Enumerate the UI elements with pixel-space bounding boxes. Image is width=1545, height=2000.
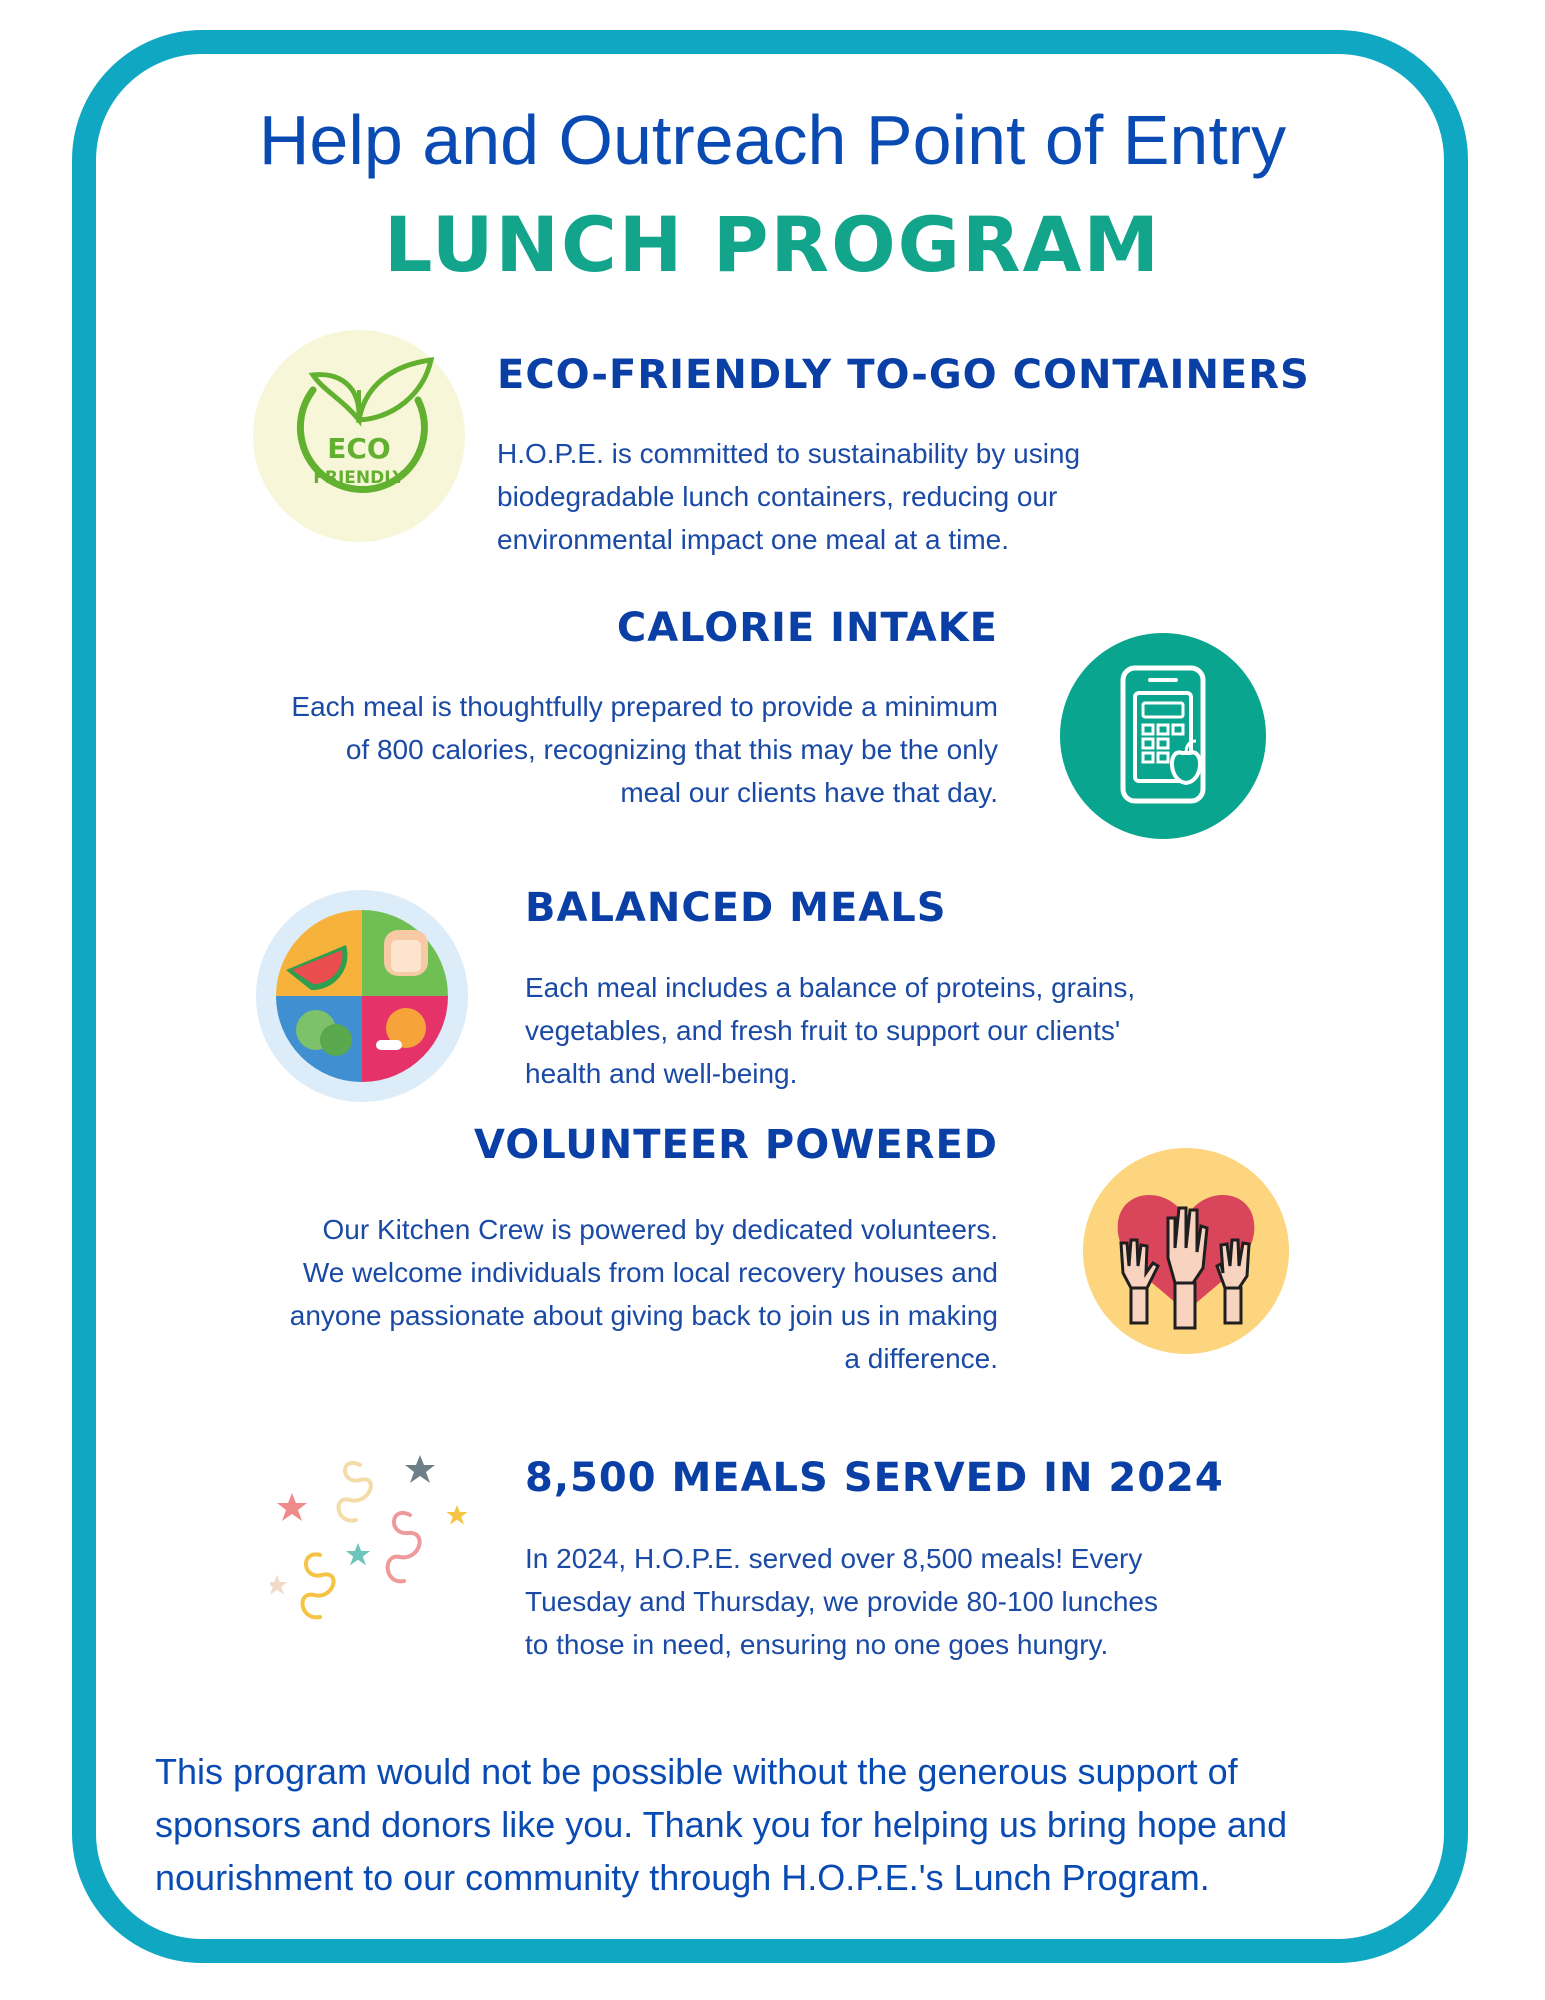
eco-line: biodegradable lunch containers, reducing our [497, 481, 1058, 512]
eco-icon-text-top: ECO [327, 432, 391, 465]
section-body-calorie [138, 685, 998, 814]
meals-served-line: to those in need, ensuring no one goes hungry. [525, 1629, 1109, 1660]
section-heading-calorie: CALORIE INTAKE [616, 605, 998, 651]
section-heading-volunteer: VOLUNTEER POWERED [473, 1122, 998, 1168]
eco-icon-text-bottom: FRIENDLY [313, 468, 405, 488]
volunteer-hands-heart-icon [1083, 1148, 1289, 1354]
section-body-eco [497, 432, 1217, 561]
eco-line: H.O.P.E. is committed to sustainability by using [497, 438, 1081, 469]
balanced-plate-icon [256, 890, 468, 1102]
closing-line: nourishment to our community through H.O.P.E.'s Lunch Program. [155, 1857, 1210, 1898]
closing-line: sponsors and donors like you. Thank you for helping us bring hope and [155, 1804, 1288, 1845]
meals-served-line: Tuesday and Thursday, we provide 80-100 lunches [525, 1586, 1158, 1617]
section-body-meals-served [525, 1537, 1245, 1666]
section-heading-eco: ECO-FRIENDLY TO-GO CONTAINERS [497, 352, 1310, 398]
meals-served-line: In 2024, H.O.P.E. served over 8,500 meals! Every [525, 1543, 1143, 1574]
eco-friendly-badge-icon [253, 330, 465, 542]
section-body-balanced [525, 966, 1245, 1095]
balanced-line: health and well-being. [525, 1058, 798, 1089]
calorie-line: of 800 calories, recognizing that this may be the only [345, 734, 998, 765]
page-subtitle: LUNCH PROGRAM [383, 200, 1162, 289]
closing-line: This program would not be possible without the generous support of [155, 1751, 1238, 1792]
eco-line: environmental impact one meal at a time. [497, 524, 1010, 555]
balanced-line: vegetables, and fresh fruit to support our clients' [525, 1015, 1121, 1046]
page-title: Help and Outreach Point of Entry [258, 101, 1287, 179]
section-heading-balanced: BALANCED MEALS [525, 885, 947, 931]
calorie-calculator-icon [1060, 633, 1266, 839]
section-heading-meals-served: 8,500 MEALS SERVED IN 2024 [525, 1455, 1224, 1501]
closing-message [155, 1745, 1415, 1904]
calorie-line: Each meal is thoughtfully prepared to provide a minimum [291, 691, 998, 722]
volunteer-line: anyone passionate about giving back to join us in making [289, 1300, 998, 1331]
balanced-line: Each meal includes a balance of proteins, grains, [525, 972, 1136, 1003]
volunteer-line: We welcome individuals from local recovery houses and [302, 1257, 998, 1288]
confetti-celebration-icon [270, 1435, 480, 1655]
section-body-volunteer [138, 1208, 998, 1380]
volunteer-line: a difference. [844, 1343, 998, 1374]
calorie-line: meal our clients have that day. [620, 777, 998, 808]
volunteer-line: Our Kitchen Crew is powered by dedicated volunteers. [322, 1214, 998, 1245]
